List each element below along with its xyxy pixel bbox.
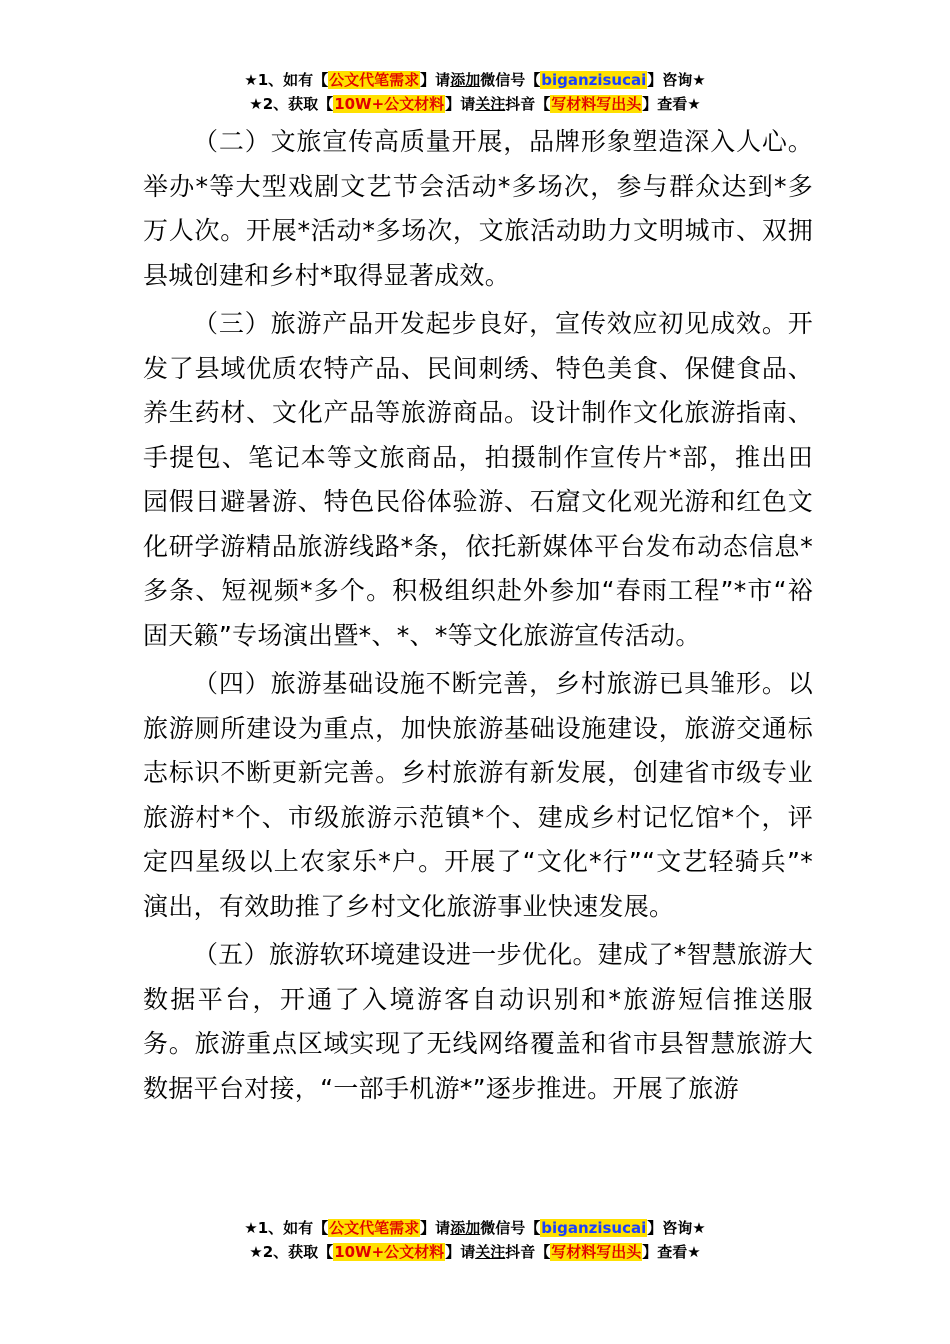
banner-highlight: 公文代笔需求 [329,71,420,89]
banner-line-2 [0,1240,950,1264]
banner-text: 关注 [475,95,506,113]
banner-highlight: 10W+公文材料 [334,95,445,113]
banner-text: 添加 [450,71,481,89]
banner-line-1 [0,68,950,92]
banner-text: 】查看★ [642,1243,701,1261]
banner-text: 抖音【 [505,95,551,113]
banner-text: 微信号【 [480,1219,541,1237]
banner-highlight: 写材料写出头 [551,1243,642,1261]
banner-highlight: 10W+公文材料 [334,1243,445,1261]
paragraph: （二）文旅宣传高质量开展，品牌形象塑造深入人心。举办*等大型戏剧文艺节会活动*多场次，参与群众达到*多万人次。开展*活动*多场次，文旅活动助力文明城市、双拥县城创建和乡村*取得显著成效。 [143,127,813,290]
paragraph: （五）旅游软环境建设进一步优化。建成了*智慧旅游大数据平台，开通了入境游客自动识别和*旅游短信推送服务。旅游重点区域实现了无线网络覆盖和省市县智慧旅游大数据平台对接，“一部手机游*”逐步推进。开展了旅游 [143,940,814,1103]
banner-text: 】查看★ [642,95,701,113]
banner-text: 添加 [450,1219,481,1237]
banner-text: 抖音【 [505,1243,551,1261]
banner-text: 】请 [420,71,451,89]
banner-text: 关注 [475,1243,506,1261]
banner-highlight: biganzisucai [541,71,647,89]
banner-text: ★2、获取【 [249,95,334,113]
banner-line-2 [0,92,950,116]
banner-text: ★1、如有【 [244,71,329,89]
banner-text: ★1、如有【 [244,1219,329,1237]
banner-text: 】咨询★ [647,71,706,89]
banner-text: 】咨询★ [647,1219,706,1237]
paragraph: （四）旅游基础设施不断完善，乡村旅游已具雏形。以旅游厕所建设为重点，加快旅游基础设施建设，旅游交通标志标识不断更新完善。乡村旅游有新发展，创建省市级专业旅游村*个、市级旅游示范镇*个、建成乡村记忆馆*个，评定四星级以上农家乐*户。开展了“文化*行”“文艺轻骑兵”*演出，有效助推了乡村文化旅游事业快速发展。 [143,669,813,921]
banner-line-1 [0,1216,950,1240]
banner-highlight: 公文代笔需求 [329,1219,420,1237]
banner-text: ★2、获取【 [249,1243,334,1261]
banner-text: 】请 [420,1219,451,1237]
banner-text: 】请 [445,1243,476,1261]
banner-highlight: biganzisucai [541,1219,647,1237]
banner-highlight: 写材料写出头 [551,95,642,113]
banner-text: 微信号【 [480,71,541,89]
banner-text: 】请 [445,95,476,113]
document-body [143,120,813,1115]
header-banner [0,68,950,116]
footer-banner [0,1216,950,1264]
paragraph: （三）旅游产品开发起步良好，宣传效应初见成效。开发了县域优质农特产品、民间刺绣、特色美食、保健食品、养生药材、文化产品等旅游商品。设计制作文化旅游指南、手提包、笔记本等文旅商品，拍摄制作宣传片*部，推出田园假日避暑游、特色民俗体验游、石窟文化观光游和红色文化研学游精品旅游线路*条，依托新媒体平台发布动态信息*多条、短视频*多个。积极组织赴外参加“春雨工程”*市“裕固天籁”专场演出暨*、*、*等文化旅游宣传活动。 [143,309,813,650]
